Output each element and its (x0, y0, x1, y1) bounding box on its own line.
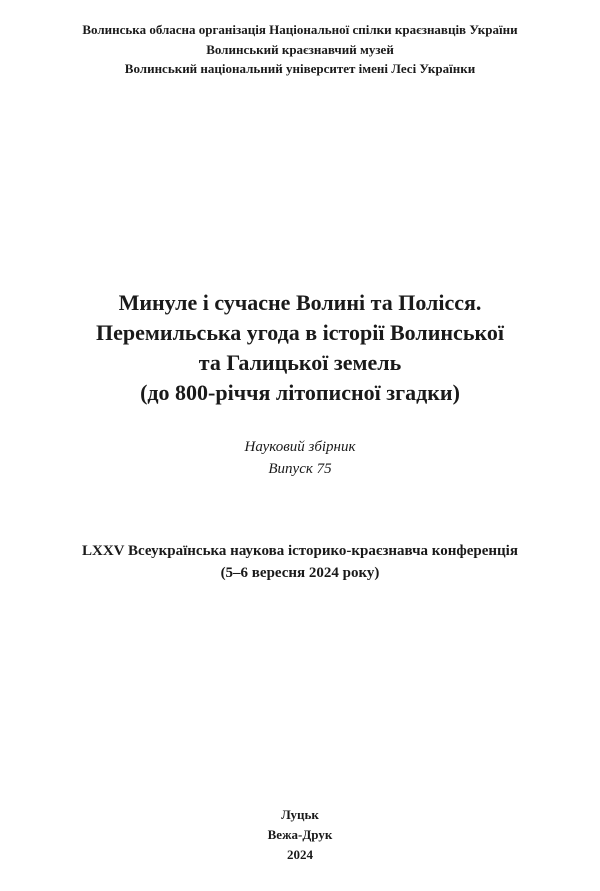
issue-number: Випуск 75 (268, 461, 332, 477)
collection-info (0, 436, 600, 480)
publisher-line: Волинська обласна організація Національної спілки краєзнавців України (82, 22, 518, 37)
publishers-block (0, 20, 600, 79)
collection-type: Науковий збірник (244, 439, 356, 455)
publisher-line: Волинський національний університет імені Лесі Українки (124, 61, 476, 76)
conference-name: LXXV Всеукраїнська наукова історико-краєзнавча конференція (82, 543, 518, 559)
conference-info (0, 540, 600, 584)
imprint-publisher: Вежа-Друк (267, 827, 333, 842)
title-line: Минуле і сучасне Волині та Полісся. (118, 290, 482, 315)
imprint-block (0, 805, 600, 865)
publisher-line: Волинський краєзнавчий музей (206, 41, 394, 57)
title-line: (до 800-річчя літописної згадки) (140, 380, 460, 405)
title-line: Перемильська угода в історії Волинської (96, 320, 504, 345)
book-title (0, 288, 600, 408)
imprint-city: Луцьк (281, 807, 319, 822)
imprint-year: 2024 (287, 847, 313, 862)
title-line: та Галицької земель (198, 350, 402, 375)
conference-dates: (5–6 вересня 2024 року) (220, 565, 380, 581)
